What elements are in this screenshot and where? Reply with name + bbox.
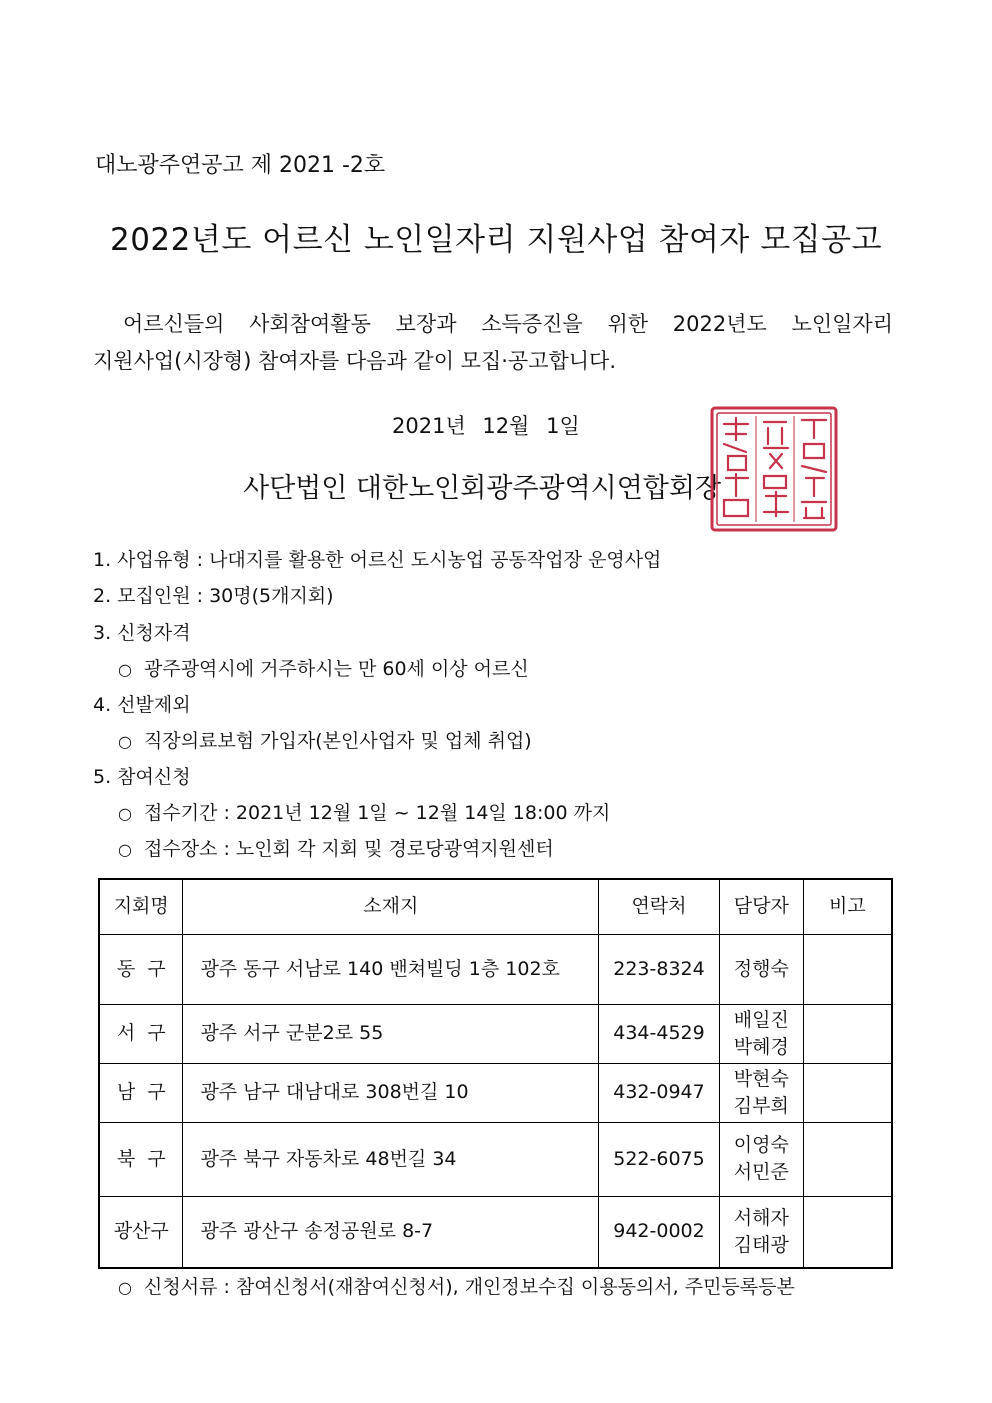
header-branch: 지회명 [99, 879, 183, 934]
announcement-date: 2021년 12월 1일 [392, 414, 580, 438]
branch-phone: 432-0947 [599, 1063, 720, 1122]
sub-eligibility: ○ 광주광역시에 거주하시는 만 60세 이상 어르신 [118, 658, 529, 680]
header-address: 소재지 [183, 879, 599, 934]
branch-phone: 223-8324 [599, 934, 720, 1004]
branch-address: 광주 동구 서남로 140 밴쳐빌딩 1층 102호 [183, 934, 599, 1004]
bullet-icon: ○ [118, 660, 132, 679]
branch-note [803, 1196, 892, 1268]
header-contact: 담당자 [719, 879, 803, 934]
branch-contact: 서해자 김태광 [719, 1196, 803, 1268]
intro-paragraph [93, 306, 893, 380]
intro-line-2: 지원사업(시장형) 참여자를 다음과 같이 모집·공고합니다. [93, 349, 617, 373]
branch-address: 광주 광산구 송정공원로 8-7 [183, 1196, 599, 1268]
branch-note [803, 934, 892, 1004]
branch-contact: 배일진 박혜경 [719, 1004, 803, 1063]
sub-place: ○ 접수장소 : 노인회 각 지회 및 경로당광역지원센터 [118, 838, 554, 860]
table-row [99, 1122, 892, 1196]
branch-contact: 정행숙 [719, 934, 803, 1004]
bullet-icon: ○ [118, 732, 132, 751]
branch-name: 남 구 [99, 1063, 183, 1122]
table-row [99, 1196, 892, 1268]
bullet-icon: ○ [118, 804, 132, 823]
document-title: 2022년도 어르신 노인일자리 지원사업 참여자 모집공고 [109, 222, 883, 258]
branch-address: 광주 남구 대남대로 308번길 10 [183, 1063, 599, 1122]
item-recruit-count: 2. 모집인원 : 30명(5개지회) [93, 585, 334, 607]
sub-exclusion: ○ 직장의료보험 가입자(본인사업자 및 업체 취업) [118, 730, 532, 752]
seal-stamp [708, 404, 840, 534]
branch-note [803, 1004, 892, 1063]
intro-line-1: 어르신들의 사회참여활동 보장과 소득증진을 위한 2022년도 노인일자리 [123, 312, 893, 336]
header-note: 비고 [803, 879, 892, 934]
item-exclusion: 4. 선발제외 [93, 694, 191, 716]
item-business-type: 1. 사업유형 : 나대지를 활용한 어르신 도시농업 공동작업장 운영사업 [93, 549, 662, 571]
branch-phone: 522-6075 [599, 1122, 720, 1196]
branch-name: 동 구 [99, 934, 183, 1004]
table-header-row [99, 879, 892, 934]
branch-phone: 434-4529 [599, 1004, 720, 1063]
bullet-icon: ○ [118, 1278, 132, 1297]
branch-name: 광산구 [99, 1196, 183, 1268]
item-application: 5. 참여신청 [93, 766, 191, 788]
branch-name: 서 구 [99, 1004, 183, 1063]
item-eligibility: 3. 신청자격 [93, 622, 191, 644]
branch-note [803, 1063, 892, 1122]
organization-name: 사단법인 대한노인회광주광역시연합회장 [243, 473, 722, 504]
sub-documents: ○ 신청서류 : 참여신청서(재참여신청서), 개인정보수집 이용동의서, 주민등록등본 [118, 1276, 795, 1298]
branch-address: 광주 서구 군분2로 55 [183, 1004, 599, 1063]
table-row [99, 1063, 892, 1122]
branch-table [98, 878, 893, 1269]
branch-contact: 이영숙 서민준 [719, 1122, 803, 1196]
table-row [99, 934, 892, 1004]
bullet-icon: ○ [118, 840, 132, 859]
branch-name: 북 구 [99, 1122, 183, 1196]
notice-number: 대노광주연공고 제 2021 -2호 [95, 153, 386, 178]
branch-note [803, 1122, 892, 1196]
header-phone: 연락처 [599, 879, 720, 934]
table-row [99, 1004, 892, 1063]
sub-period: ○ 접수기간 : 2021년 12월 1일 ~ 12월 14일 18:00 까지 [118, 802, 611, 824]
branch-phone: 942-0002 [599, 1196, 720, 1268]
branch-address: 광주 북구 자동차로 48번길 34 [183, 1122, 599, 1196]
branch-contact: 박현숙 김부희 [719, 1063, 803, 1122]
